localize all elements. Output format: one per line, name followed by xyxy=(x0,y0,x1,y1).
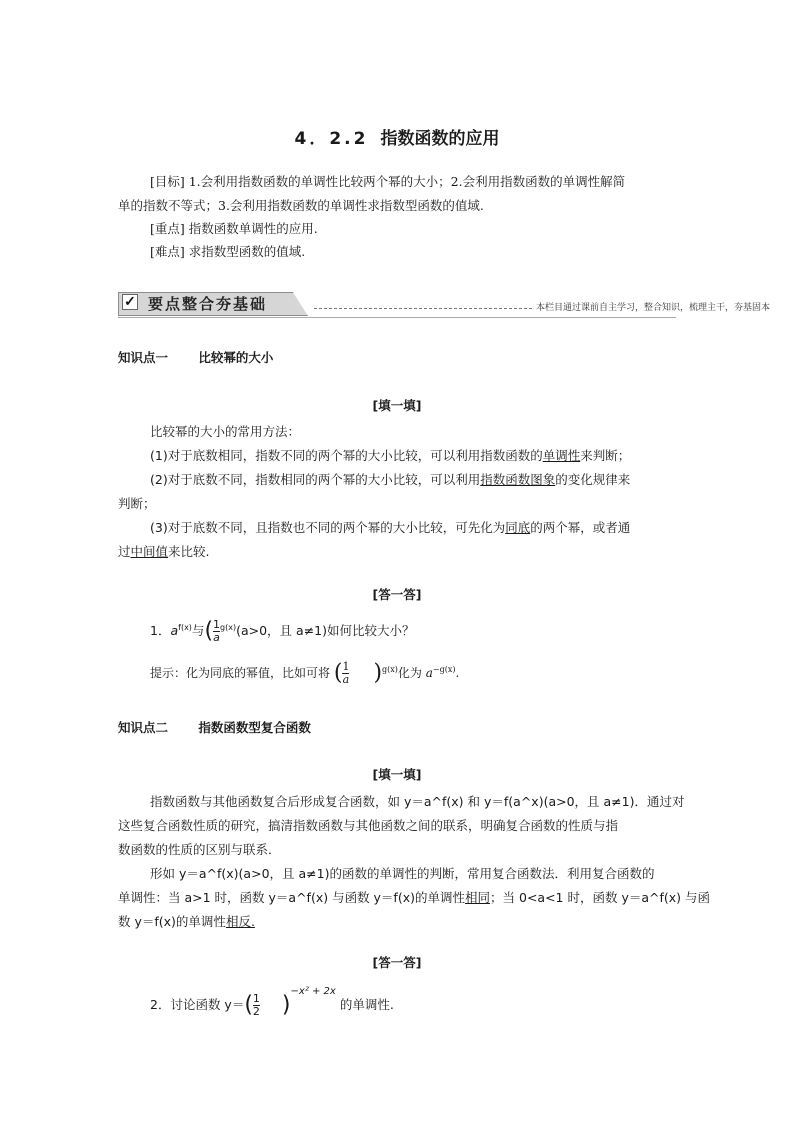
point3-text-b: 的两个幂，或者通 xyxy=(530,520,631,535)
hint-1 xyxy=(150,658,459,686)
section2-para1-line2: 这些复合函数性质的研究，搞清指数函数与其他函数之间的联系，明确复合函数的性质与指 xyxy=(118,818,619,833)
section1-point-3 xyxy=(150,516,630,540)
section1-heading xyxy=(118,348,273,366)
point1-text-b: 来判断； xyxy=(580,448,631,463)
q1-condition: (a>0，且 a≠1)如何比较大小？ xyxy=(236,623,415,639)
section2-heading-number: 知识点二 xyxy=(118,720,169,735)
point2-text-a: (2)对于底数不同，指数相同的两个幂的大小比较，可以利用 xyxy=(150,472,481,487)
q2-paren-close: ) xyxy=(281,992,291,1018)
section1-heading-number: 知识点一 xyxy=(118,350,169,365)
para2-line2-text-a: 单调性：当 a>1 时，函数 y＝a^f(x) 与函数 y＝f(x)的单调性 xyxy=(118,890,465,905)
para2-line3-text-a: 数 y＝f(x)的单调性 xyxy=(118,914,226,929)
q2-paren-open: ( xyxy=(244,992,253,1018)
point2-text-b: 的变化规律来 xyxy=(555,472,631,487)
hint1-base: a xyxy=(425,666,433,680)
q1-fraction-denominator: a xyxy=(213,631,220,645)
section-title: 指数函数的应用 xyxy=(380,129,500,149)
section1-point-3-cont xyxy=(118,540,210,564)
hint1-exponent: −g(x) xyxy=(432,665,456,674)
q2-exponent: −x² + 2x xyxy=(290,986,336,997)
section2-para2-line1: 形如 y＝a^f(x)(a>0，且 a≠1)的函数的单调性的判断，常用复合函数法．利用复合函数的 xyxy=(150,866,655,881)
difficulty-point: [难点] 求指数型函数的值域. xyxy=(150,244,306,259)
q1-with: 与 xyxy=(191,623,205,639)
section-banner xyxy=(118,290,771,318)
q1-exponent-f: f(x) xyxy=(178,623,192,632)
para2-line3-underlined: 相反. xyxy=(225,914,255,929)
hint1-paren-open: ( xyxy=(333,660,343,686)
section1-point-1 xyxy=(150,444,630,468)
hint1-paren-close: ) xyxy=(373,660,383,686)
para2-line2-text-b: ；当 0<a<1 时，函数 y＝a^f(x) 与函 xyxy=(490,890,711,905)
section2-para1-line1: 指数函数与其他函数复合后形成复合函数，如 y＝a^f(x) 和 y＝f(a^x)(a>0，且 a≠1)．通过对 xyxy=(150,794,685,809)
q1-fraction-numerator: 1 xyxy=(213,618,221,632)
objectives-line-2: 单的指数不等式；3.会利用指数函数的单调性求指数型函数的值域. xyxy=(118,198,484,213)
hint1-exponent-g: g(x) xyxy=(382,665,398,674)
section2-heading xyxy=(118,718,311,736)
point3-text-d: 来比较. xyxy=(168,544,210,559)
q1-fraction xyxy=(213,619,220,644)
section1-heading-text: 比较幂的大小 xyxy=(198,350,274,365)
page-title xyxy=(0,124,794,149)
section1-intro: 比较幂的大小的常用方法： xyxy=(150,424,301,439)
q1-base: a xyxy=(170,623,179,639)
q2-fraction-numerator: 1 xyxy=(252,992,260,1006)
q2-text-b: 的单调性. xyxy=(339,997,394,1013)
section1-fill-label: [填一填] xyxy=(372,398,422,413)
point3-underlined: 同底 xyxy=(505,520,531,535)
q2-fraction xyxy=(253,993,260,1018)
hint1-text-d: . xyxy=(455,666,460,680)
point3-text-a: (3)对于底数不同，且指数也不同的两个幂的大小比较，可先化为 xyxy=(150,520,506,535)
banner-label: 要点整合夯基础 xyxy=(148,295,268,313)
section-number: 4．2.2 xyxy=(294,129,369,149)
hint1-fraction: $\frac{1}{a}$ xyxy=(342,660,350,686)
banner-rule xyxy=(118,317,676,318)
hint1-text-a: 提示：化为同底的幂值，比如可将 xyxy=(150,666,331,680)
q1-number: 1． xyxy=(150,623,171,639)
banner-divider xyxy=(314,308,532,309)
q1-paren: ( xyxy=(204,618,214,644)
question-1 xyxy=(150,616,415,644)
section1-point-2 xyxy=(150,468,630,492)
q1-exponent-g: g(x) xyxy=(220,623,237,632)
section2-answer-label: [答一答] xyxy=(372,955,422,970)
section2-heading-text: 指数函数型复合函数 xyxy=(198,720,311,735)
checkmark-icon: ✓ xyxy=(122,294,138,310)
point1-text-a: (1)对于底数相同，指数不同的两个幂的大小比较，可以利用指数函数的 xyxy=(150,448,543,463)
question-2 xyxy=(150,986,394,1019)
para2-line2-underlined: 相同 xyxy=(465,890,491,905)
point1-underlined: 单调性 xyxy=(542,448,581,463)
q2-fraction-denominator: 2 xyxy=(252,1005,260,1019)
section2-para1-line3: 数函数的性质的区别与联系． xyxy=(118,842,281,857)
q2-text-a: 2．讨论函数 y＝ xyxy=(150,997,245,1013)
objectives-line-1: [目标] 1.会利用指数函数的单调性比较两个幂的大小；2.会利用指数函数的单调性解简 xyxy=(150,174,626,189)
key-point: [重点] 指数函数单调性的应用. xyxy=(150,221,318,236)
point3-text-c: 过 xyxy=(118,544,131,559)
point2-underlined: 指数函数图象 xyxy=(480,472,556,487)
banner-note: 本栏目通过课前自主学习，整合知识，梳理主干，夯基固本 xyxy=(536,303,771,313)
section1-point-2-cont: 判断； xyxy=(118,496,156,511)
section1-answer-label: [答一答] xyxy=(372,587,422,602)
hint1-text-b: 化为 xyxy=(397,666,422,680)
section2-para2-line3 xyxy=(118,910,255,934)
point3-underlined-2: 中间值 xyxy=(130,544,169,559)
section2-fill-label: [填一填] xyxy=(372,767,422,782)
section2-para2-line2 xyxy=(118,886,710,910)
